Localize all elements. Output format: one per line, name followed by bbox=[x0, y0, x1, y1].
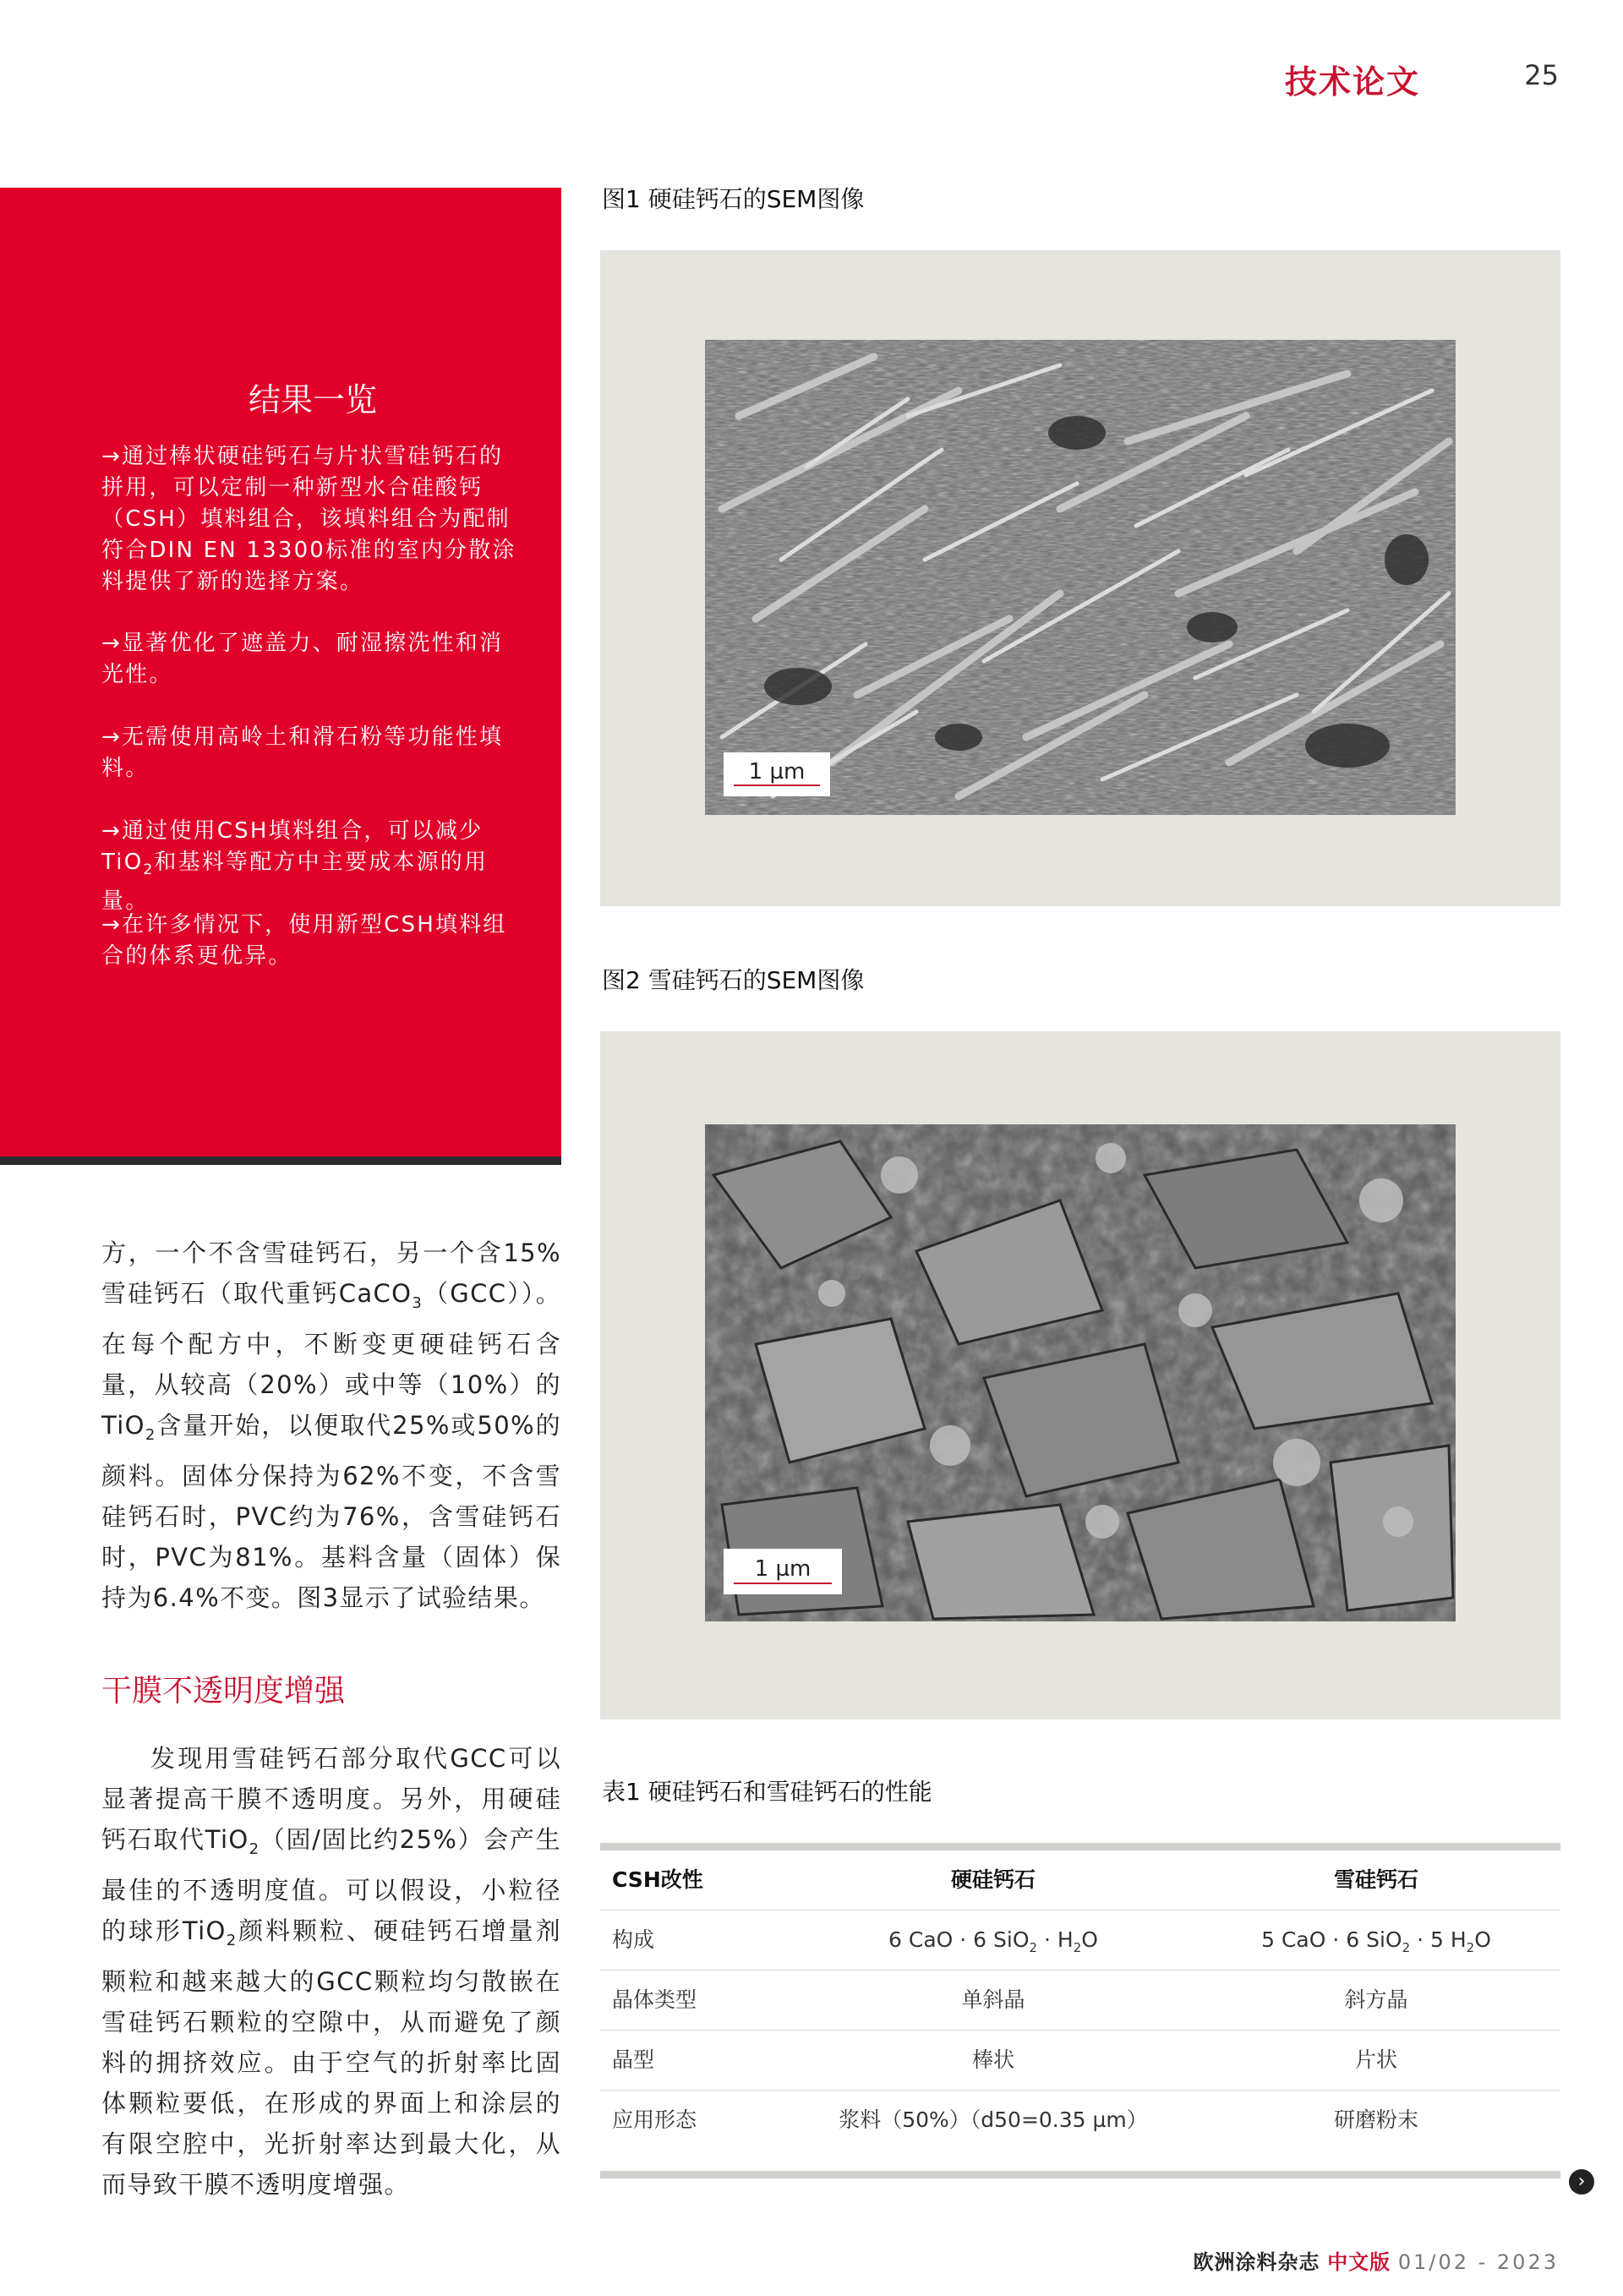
scale-bar-label: 1 µm bbox=[724, 752, 830, 796]
table-header-row bbox=[600, 1850, 1560, 1911]
arrow-right-circle-icon[interactable]: › bbox=[1569, 2169, 1594, 2195]
summary-item: →通过使用CSH填料组合，可以减少TiO$_2$和基料等配方中主要成本源的用量。 bbox=[101, 818, 489, 915]
summary-title: 结果一览 bbox=[248, 381, 377, 418]
footer bbox=[1194, 2245, 1559, 2275]
issue-label: 01/02 - 2023 bbox=[1397, 2250, 1559, 2274]
table-cell: 应用形态 bbox=[612, 2107, 697, 2132]
summary-item: →在许多情况下，使用新型CSH填料组合的体系更优异。 bbox=[101, 912, 507, 969]
table-header-cell: 雪硅钙石 bbox=[1333, 1867, 1418, 1892]
figure-caption: 图1 硬硅钙石的SEM图像 bbox=[602, 185, 865, 213]
table-cell: 单斜晶 bbox=[961, 1987, 1025, 2012]
section-heading: 干膜不透明度增强 bbox=[101, 1674, 346, 1708]
summary-item: →通过棒状硬硅钙石与片状雪硅钙石的拼用，可以定制一种新型水合硅酸钙（CSH）填料组合，该填料组合为配制符合DIN EN 13300标准的室内分散涂料提供了新的选择方案。 bbox=[101, 444, 516, 594]
table-row bbox=[600, 1971, 1560, 2031]
sem-image-tobermorite bbox=[705, 1124, 1456, 1621]
magazine-name: 欧洲涂料杂志 bbox=[1193, 2250, 1320, 2274]
table-cell: 晶体类型 bbox=[612, 1987, 697, 2012]
table-row bbox=[600, 2031, 1560, 2091]
table-title: 表1 硬硅钙石和雪硅钙石的性能 bbox=[602, 1778, 932, 1806]
sem-image-xonotlite bbox=[705, 340, 1456, 815]
table-cell: 浆料（50%）（d50=0.35 µm） bbox=[839, 2107, 1148, 2132]
table-cell: 研磨粉末 bbox=[1333, 2107, 1418, 2132]
table-cell: 片状 bbox=[1354, 2047, 1397, 2072]
table-cell: 晶型 bbox=[612, 2047, 655, 2072]
summary-item: →显著优化了遮盖力、耐湿擦洗性和消光性。 bbox=[101, 631, 504, 687]
section-label: 技术论文 bbox=[1284, 63, 1420, 101]
body-paragraph: 方，一个不含雪硅钙石，另一个含15%雪硅钙石（取代重钙CaCO$_3$（GCC））。在每个配方中，不断变更硬硅钙石含量，从较高（20%）或中等（10%）的TiO$_2$含量开始，以便取代25%或50%的颜料。固体分保持为62%不变，不含雪硅钙石时，PVC约为76%，含雪硅钙石时，PVC为81%。基料含量（固体）保持为6.4%不变。图3显示了试验结果。 bbox=[101, 1238, 562, 1612]
table-header-cell: 硬硅钙石 bbox=[950, 1867, 1036, 1892]
table-cell: 斜方晶 bbox=[1344, 1987, 1408, 2012]
table-row bbox=[600, 2091, 1560, 2150]
summary-box-bottom-rule bbox=[0, 1156, 561, 1165]
table-cell: 构成 bbox=[612, 1927, 655, 1952]
table-cell: 5 CaO · 6 SiO$_2$ · 5 $H_2O$ bbox=[1261, 1927, 1491, 1955]
table-header-cell: CSH改性 bbox=[612, 1867, 703, 1892]
figure-caption: 图2 雪硅钙石的SEM图像 bbox=[602, 966, 865, 994]
edition-label: 中文版 bbox=[1327, 2250, 1391, 2274]
body-paragraph: 发现用雪硅钙石部分取代GCC可以显著提高干膜不透明度。另外，用硬硅钙石取代TiO$_2$（固/固比约25%）会产生最佳的不透明度值。可以假设，小粒径的球形TiO$_2$颜料颗粒、硬硅钙石增量剂颗粒和越来越大的GCC颗粒均匀散嵌在雪硅钙石颗粒的空隙中，从而避免了颜料的拥挤效应。由于空气的折射率比固体颗粒要低，在形成的界面上和涂层的有限空腔中，光折射率达到最大化，从而导致干膜不透明度增强。 bbox=[101, 1744, 561, 2199]
table-top-rule bbox=[600, 1843, 1560, 1850]
table-cell: 6 CaO · 6 $SiO_2 \cdot H_2O$ bbox=[888, 1927, 1098, 1955]
table-bottom-rule bbox=[600, 2171, 1560, 2178]
summary-item: →无需使用高岭土和滑石粉等功能性填料。 bbox=[101, 724, 504, 781]
table-row bbox=[600, 1911, 1560, 1971]
page-number: 25 bbox=[1524, 59, 1559, 91]
table-cell: 棒状 bbox=[971, 2047, 1014, 2072]
scale-bar-label: 1 µm bbox=[724, 1549, 842, 1594]
